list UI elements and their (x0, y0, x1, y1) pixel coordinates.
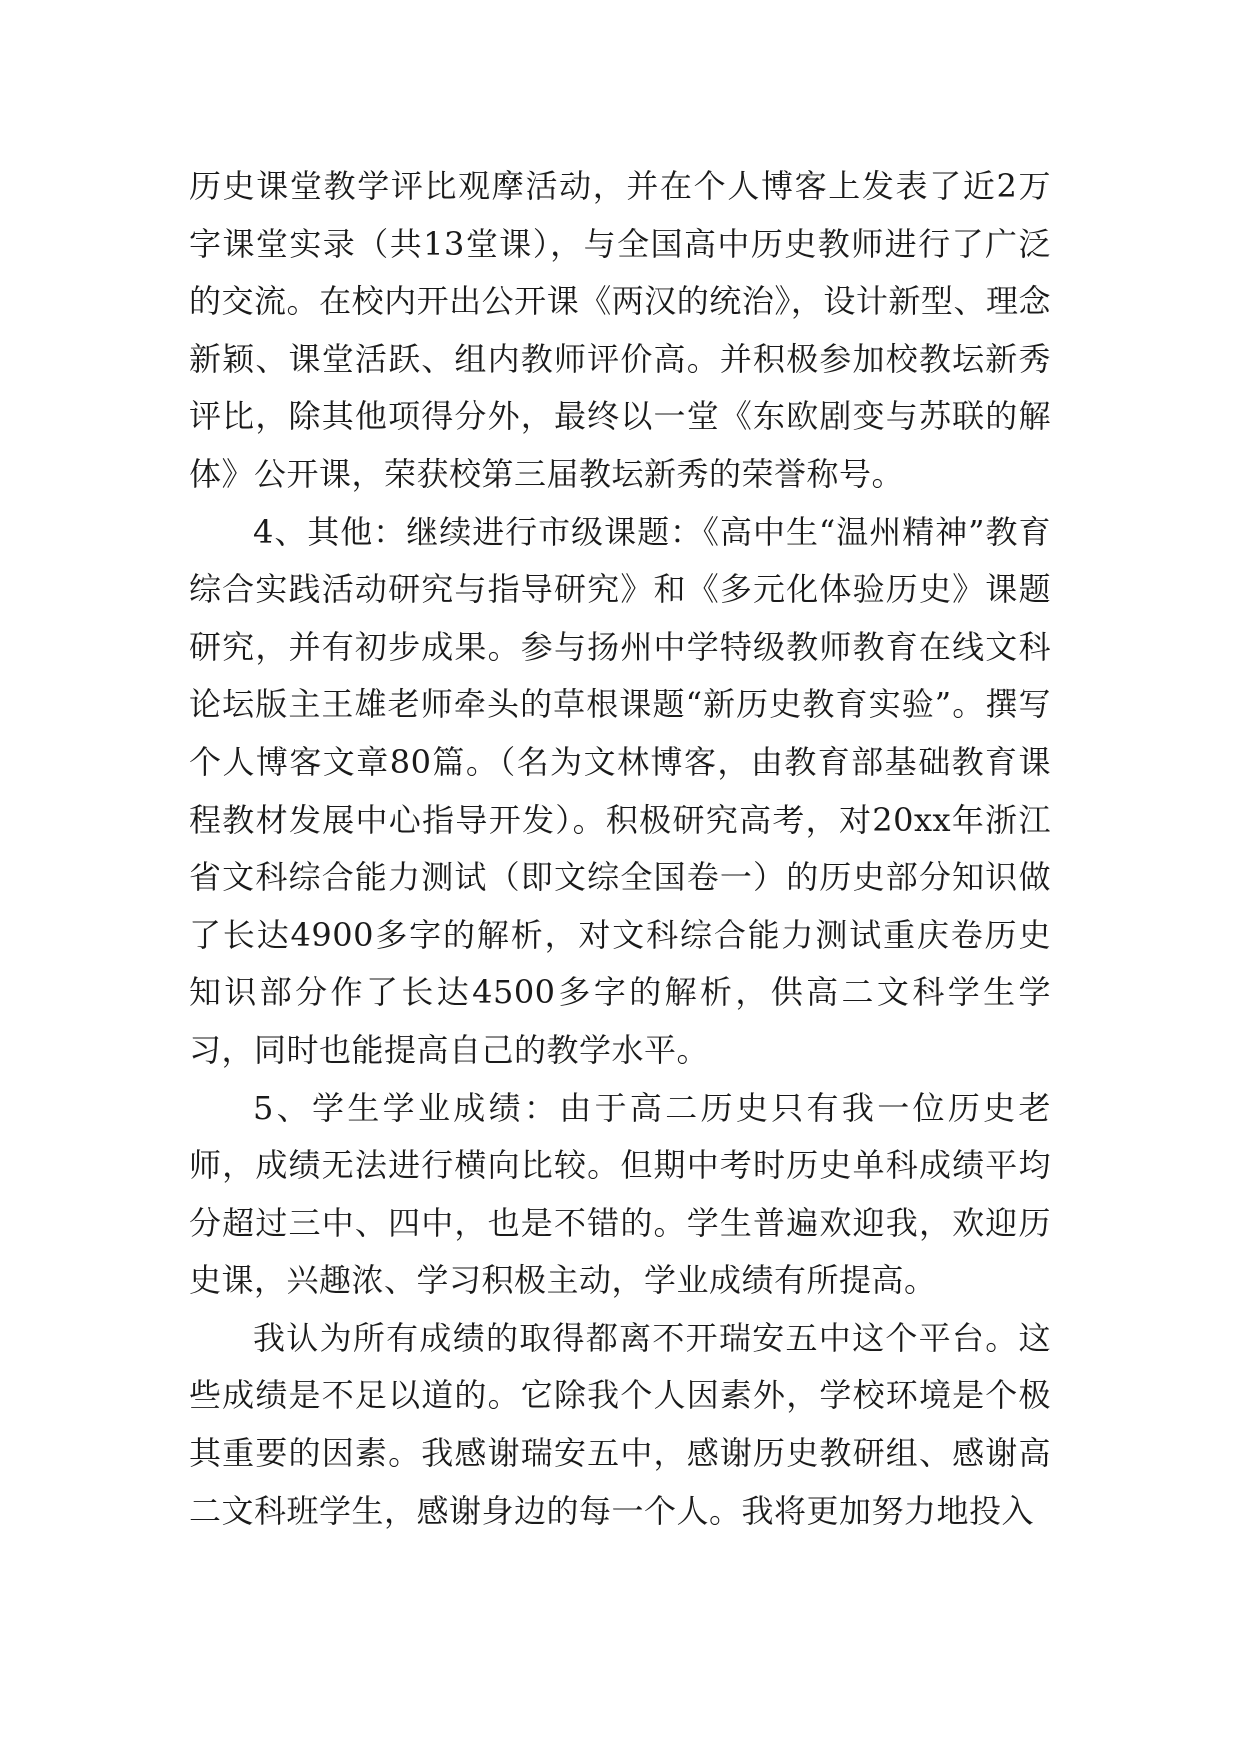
document-body (189, 158, 1051, 1540)
paragraph-other-research: 4、其他：继续进行市级课题：《高中生“温州精神”教育综合实践活动研究与指导研究》和《多元化体验历史》课题研究，并有初步成果。参与扬州中学特级教师教育在线文科论坛版主王雄老师牵头的草根课题“新历史教育实验”。撰写个人博客文章80篇。（名为文林博客，由教育部基础教育课程教材发展中心指导开发）。积极研究高考，对20xx年浙江省文科综合能力测试（即文综全国卷一）的历史部分知识做了长达4900多字的解析，对文科综合能力测试重庆卷历史知识部分作了长达4500多字的解析，供高二文科学生学习，同时也能提高自己的教学水平。 (189, 512, 1051, 1069)
paragraph-teaching-activities: 历史课堂教学评比观摩活动，并在个人博客上发表了近2万字课堂实录（共13堂课），与全国高中历史教师进行了广泛的交流。在校内开出公开课《两汉的统治》，设计新型、理念新颖、课堂活跃、组内教师评价高。并积极参加校教坛新秀评比，除其他项得分外，最终以一堂《东欧剧变与苏联的解体》公开课，荣获校第三届教坛新秀的荣誉称号。 (189, 167, 1051, 493)
paragraph-acknowledgement: 我认为所有成绩的取得都离不开瑞安五中这个平台。这些成绩是不足以道的。它除我个人因素外，学校环境是个极其重要的因素。我感谢瑞安五中，感谢历史教研组、感谢高二文科班学生，感谢身边的每一个人。我将更加努力地投入 (189, 1318, 1051, 1530)
paragraph-student-achievement: 5、学生学业成绩：由于高二历史只有我一位历史老师，成绩无法进行横向比较。但期中考时历史单科成绩平均分超过三中、四中，也是不错的。学生普遍欢迎我，欢迎历史课，兴趣浓、学习积极主动，学业成绩有所提高。 (189, 1088, 1051, 1300)
